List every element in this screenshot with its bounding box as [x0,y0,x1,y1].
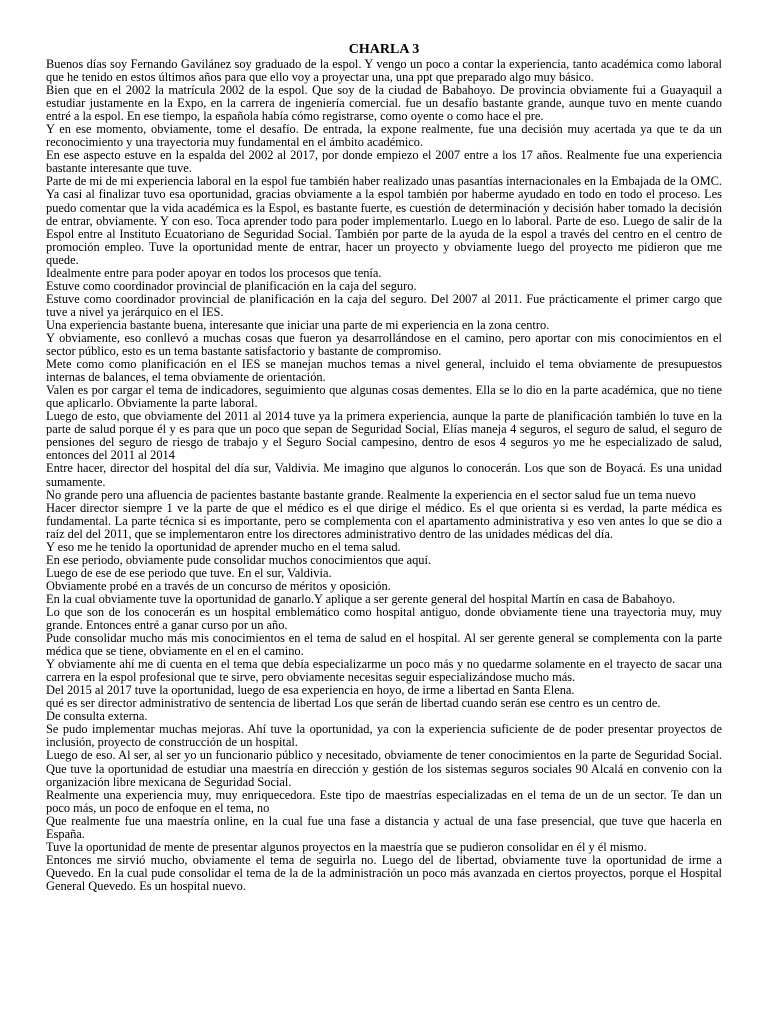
paragraph: qué es ser director administrativo de sentencia de libertad Los que serán de libertad cuando serán ese centro es un centro de. [46,696,661,711]
paragraph: Y obviamente ahí me di cuenta en el tema que debía especializarme un poco más y no quedarme solamente en el trayecto de sacar una carrera en la espol profesional que te sirve, pero obviamente necesitas seguir especializándose mucho más. [46,657,722,685]
document-body [46,58,722,893]
document-title: CHARLA 3 [348,42,420,57]
paragraph: Estuve como coordinador provincial de planificación en la caja del seguro. Del 2007 al 2011. Fue prácticamente el primer cargo que tuve a nivel ya jerárquico en el IES. [46,291,722,319]
paragraph: No grande pero una afluencia de pacientes bastante bastante grande. Realmente la experiencia en el sector salud fue un tema nuevo [46,487,696,502]
paragraph: Del 2015 al 2017 tuve la oportunidad, luego de esa experiencia en hoyo, de irme a libertad en Santa Elena. [46,683,575,698]
paragraph: Y en ese momento, obviamente, tome el desafío. De entrada, la expone realmente, fue una decisión muy acertada ya que te da un reconocimiento y una trayectoria muy fundamental en el ámbito académico. [46,122,722,150]
paragraph: En ese aspecto estuve en la espalda del 2002 al 2017, por donde empiezo el 2007 entre a los 17 años. Realmente fue una experiencia bastante interesante que tuve. [46,148,722,176]
paragraph: En la cual obviamente tuve la oportunidad de ganarlo.Y aplique a ser gerente general del hospital Martín en casa de Babahoyo. [46,591,676,606]
paragraph: Buenos días soy Fernando Gavilánez soy graduado de la espol. Y vengo un poco a contar la experiencia, tanto académica como laboral que he tenido en estos últimos años para que ello voy a proyectar una, una ppt que preparado algo muy básico. [46,57,722,85]
paragraph: Tuve la oportunidad de mente de presentar algunos proyectos en la maestría que se pudieron consolidar en él y él mismo. [46,839,647,854]
paragraph: Hacer director siempre 1 ve la parte de que el médico es el que dirige el médico. Es el que orienta si es verdad, la parte médica es fundamental. La parte técnica si es importante, pero se complementa con el apartamento administrativa y eso ven antes lo que se dio a raíz del del 2011, que se implementaron entre los directores administrativo dentro de las unidades médicas del día. [46,500,722,541]
paragraph: Bien que en el 2002 la matrícula 2002 de la espol. Que soy de la ciudad de Babahoyo. De provincia obviamente fui a Guayaquil a estudiar justamente en la Expo, en la carrera de ingeniería comercial. fue un desafío bastante grande, aunque tuvo en mente cuando entré a la espol. En ese tiempo, la española había cómo registrarse, como oyente o como hace el pre. [46,83,722,124]
paragraph: Entre hacer, director del hospital del día sur, Valdivia. Me imagino que algunos lo conocerán. Los que son de Boyacá. Es una unidad sumamente. [46,461,722,489]
paragraph: Que realmente fue una maestría online, en la cual fue una fase a distancia y actual de una fase presencial, que tuve que hacerla en España. [46,813,722,841]
paragraph: Obviamente probé en a través de un concurso de méritos y oposición. [46,578,391,593]
paragraph: Luego de eso. Al ser, al ser yo un funcionario público y necesitado, obviamente de tener conocimientos en la parte de Seguridad Social. Que tuve la oportunidad de estudiar una maestría en dirección y gestión de los sistemas seguros sociales 90 Alcalá en convenio con la organización libre mexicana de Seguridad Social. [46,748,722,789]
paragraph: Mete como como planificación en el IES se manejan muchos temas a nivel general, incluido el tema obviamente de presupuestos internas de balances, el tema obviamente de orientación. [46,357,722,385]
paragraph: Realmente una experiencia muy, muy enriquecedora. Este tipo de maestrías especializadas en el tema de un de un sector. Te dan un poco más, un poco de enfoque en el tema, no [46,787,722,815]
paragraph: Y obviamente, eso conllevó a muchas cosas que fueron ya desarrollándose en el camino, pero aportar con mis conocimientos en el sector público, esto es un tema bastante satisfactorio y bastante de compromiso. [46,330,722,359]
paragraph: Idealmente entre para poder apoyar en todos los procesos que tenía. [46,265,382,280]
paragraph: Parte de mi de mi experiencia laboral en la espol fue también haber realizado unas pasantías internacionales en la Embajada de la OMC. Ya casi al finalizar tuvo esa oportunidad, gracias obviamente a la espol también por haberme ayudado en todo en todo el proceso. Les puedo comentar que la vida académica es la Espol, es bastante fuerte, es cuestión de determinación y decisión haber tomado la decisión de entrar, obviamente. Y con eso. Toca aprender todo para poder implementarlo. Luego en lo laboral. Parte de eso. Luego de salir de la Espol entre al Instituto Ecuatoriano de Seguridad Social. También por parte de la ayuda de la espol a través del centro en el centro de promoción empleo. Tuve la oportunidad mente de entrar, hacer un proyecto y obviamente luego del proyecto me pidieron que me quede. [46,174,722,267]
paragraph: Estuve como coordinador provincial de planificación en la caja del seguro. [46,278,417,293]
paragraph: Lo que son de los conocerán es un hospital emblemático como hospital antiguo, donde obviamente tiene una trayectoria muy, muy grande. Entonces entré a ganar curso por un año. [46,604,722,633]
paragraph: Valen es por cargar el tema de indicadores, seguimiento que algunas cosas dementes. Ella se lo dio en la parte académica, que no tiene que aplicarlo. Obviamente la parte laboral. [46,383,722,411]
paragraph: Pude consolidar mucho más mis conocimientos en el tema de salud en el hospital. Al ser gerente general se complementa con la parte médica que se tiene, obviamente en el en el camino. [46,631,722,659]
paragraph: Se pudo implementar muchas mejoras. Ahí tuve la oportunidad, ya con la experiencia suficiente de de poder presentar proyectos de inclusión, proyecto de construcción de un hospital. [46,722,722,750]
paragraph: En ese periodo, obviamente pude consolidar muchos conocimientos que aquí. [46,552,432,567]
paragraph: Entonces me sirvió mucho, obviamente el tema de seguirla no. Luego del de libertad, obviamente tuve la oportunidad de irme a Quevedo. En la cual pude consolidar el tema de la de la administración un poco más avanzada en ciertos proyectos, porque el Hospital General Quevedo. Es un hospital nuevo. [46,852,722,893]
paragraph: Y eso me he tenido la oportunidad de aprender mucho en el tema salud. [46,539,401,554]
paragraph: De consulta externa. [46,709,148,724]
paragraph: Una experiencia bastante buena, interesante que iniciar una parte de mi experiencia en la zona centro. [46,317,550,332]
paragraph: Luego de ese de ese periodo que tuve. En el sur, Valdivia. [46,565,332,580]
paragraph: Luego de esto, que obviamente del 2011 al 2014 tuve ya la primera experiencia, aunque la parte de planificación también lo tuve en la parte de salud porque él y es para que un poco que sepan de Seguridad Social, Elías maneja 4 seguros, el seguro de salud, el seguro de pensiones del seguro de riesgo de trabajo y el Seguro Social campesino, dentro de esos 4 seguros yo me he especializado de salud, entonces del 2011 al 2014 [46,409,722,463]
